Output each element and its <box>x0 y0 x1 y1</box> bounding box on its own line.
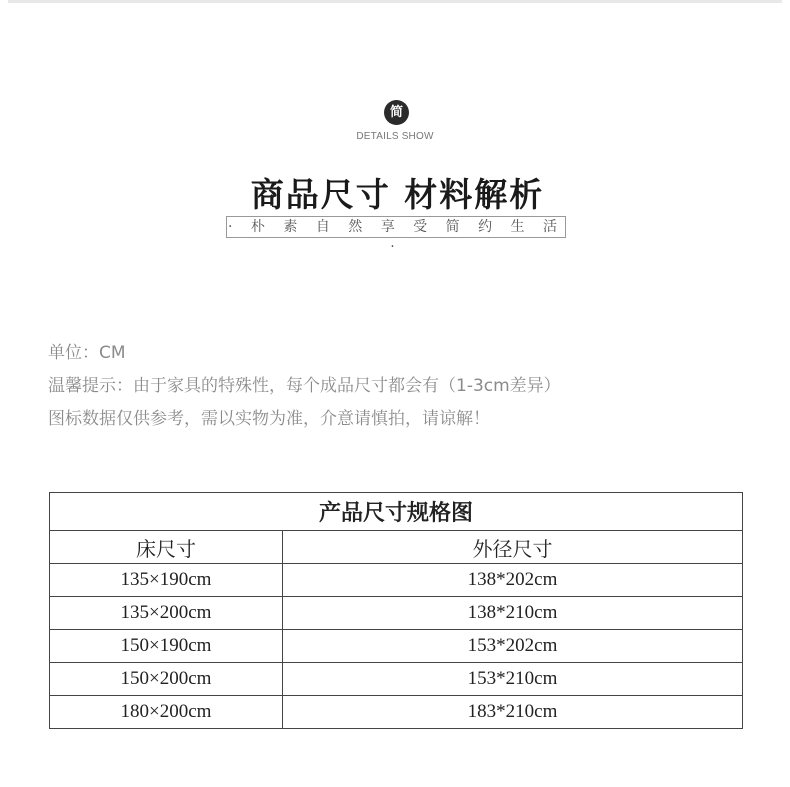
slogan-box: · 朴 素 自 然 享 受 简 约 生 活 · <box>226 216 566 238</box>
bed-size-cell: 150×200cm <box>50 663 283 696</box>
bed-size-cell: 180×200cm <box>50 696 283 729</box>
header-bed-size: 床尺寸 <box>50 531 283 564</box>
unit-note: 单位：CM <box>48 343 126 363</box>
outer-size-cell: 153*210cm <box>283 663 743 696</box>
table-caption: 产品尺寸规格图 <box>50 493 743 531</box>
table-caption-row <box>50 493 743 531</box>
top-divider <box>8 0 782 3</box>
table-row <box>50 663 743 696</box>
bed-size-cell: 135×200cm <box>50 597 283 630</box>
page-title: 商品尺寸 材料解析 <box>250 175 545 214</box>
tip-note: 温馨提示：由于家具的特殊性，每个成品尺寸都会有（1-3cm差异） <box>48 376 561 396</box>
table-row <box>50 630 743 663</box>
table-row <box>50 597 743 630</box>
details-show-label: DETAILS SHOW <box>356 131 434 142</box>
table-row <box>50 696 743 729</box>
bed-size-cell: 150×190cm <box>50 630 283 663</box>
outer-size-cell: 153*202cm <box>283 630 743 663</box>
disclaimer-note: 图标数据仅供参考，需以实物为准，介意请慎拍，请谅解！ <box>48 409 490 429</box>
header-outer-size: 外径尺寸 <box>283 531 743 564</box>
outer-size-cell: 138*202cm <box>283 564 743 597</box>
outer-size-cell: 183*210cm <box>283 696 743 729</box>
outer-size-cell: 138*210cm <box>283 597 743 630</box>
jian-badge-icon: 简 <box>384 100 409 125</box>
table-row <box>50 564 743 597</box>
table-header-row <box>50 531 743 564</box>
size-spec-table <box>49 492 743 729</box>
bed-size-cell: 135×190cm <box>50 564 283 597</box>
